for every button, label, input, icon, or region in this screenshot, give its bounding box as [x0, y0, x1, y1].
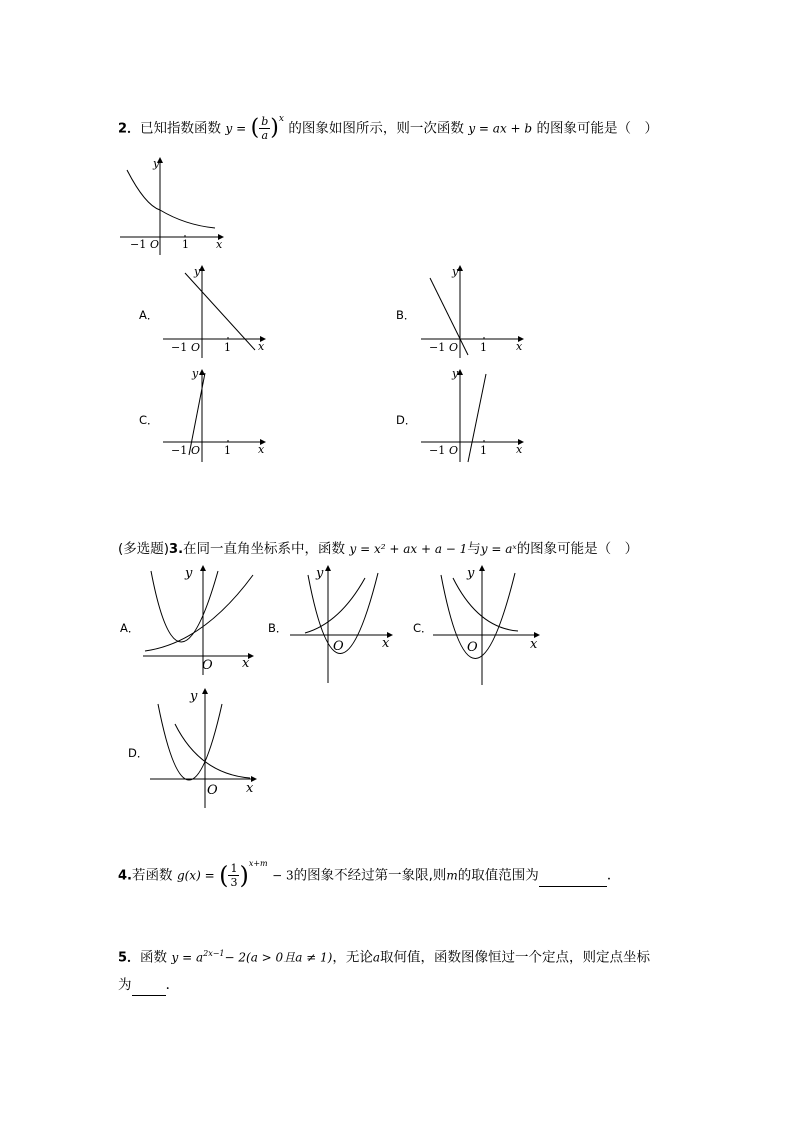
axis-x-label: x — [258, 340, 265, 353]
axis-y-label: y — [192, 367, 199, 380]
question-text: 的取值范围为 — [457, 867, 539, 884]
fraction-b-over-a: $\frac{b}{a}$ — [261, 115, 269, 143]
tick-label-neg1: −1 — [171, 341, 188, 354]
question-number: 5． — [118, 950, 141, 966]
origin-label: O — [207, 783, 218, 798]
period: . — [165, 977, 170, 993]
question-text: ，无论 — [332, 949, 373, 966]
question-text: 若函数 — [131, 867, 173, 884]
exponential-function: y = aˣ — [480, 542, 517, 556]
q3-option-c-graph[interactable] — [433, 563, 548, 685]
question-number: 3. — [169, 542, 184, 557]
question-text: 在同一直角坐标系中，函数 — [183, 541, 346, 557]
q2-option-c-graph[interactable] — [160, 367, 270, 465]
question-5-text-line2 — [118, 975, 170, 996]
quadratic-function: y = x² + ax + a − 1 — [349, 542, 468, 556]
option-c-label[interactable]: C． — [139, 413, 159, 427]
q2-option-d-graph[interactable] — [418, 367, 528, 465]
exponent: x — [278, 114, 284, 124]
axis-x-label: x — [530, 637, 538, 652]
formula-lhs: y = — [225, 121, 247, 136]
axis-y-label: y — [467, 566, 475, 581]
question-number: 4. — [118, 868, 132, 884]
question-text: 函数 — [140, 949, 168, 966]
formula-lhs: g(x) = — [176, 868, 215, 883]
axis-x-label: x — [258, 443, 265, 456]
exponent: x+m — [248, 859, 268, 868]
tick-label-neg1: −1 — [130, 238, 147, 251]
tick-label-1: 1 — [224, 341, 231, 354]
axis-y-label: y — [190, 689, 198, 704]
question-text: 为 — [118, 977, 132, 993]
q3-option-b-graph[interactable] — [290, 563, 400, 683]
axis-y-label: y — [452, 367, 459, 380]
option-a-label[interactable]: A． — [120, 621, 140, 635]
question-text: 与 — [467, 541, 481, 557]
origin-label: O — [449, 444, 459, 457]
option-b-label[interactable]: B． — [396, 308, 416, 322]
origin-label: O — [333, 639, 344, 654]
origin-label: O — [449, 341, 459, 354]
axis-x-label: x — [216, 238, 223, 251]
axis-x-label: x — [516, 443, 523, 456]
question-number: 2． — [118, 121, 141, 137]
tick-label-1: 1 — [480, 444, 487, 457]
q2-exponential-graph — [115, 155, 230, 255]
axis-x-label: x — [242, 656, 250, 671]
tick-label-1: 1 — [480, 341, 487, 354]
origin-label: O — [467, 640, 478, 655]
question-3-text — [118, 539, 638, 560]
axis-x-label: x — [246, 781, 254, 796]
axis-y-label: y — [452, 265, 459, 278]
question-text: 的图象不经过第一象限,则 — [293, 867, 447, 884]
axis-y-label: y — [316, 566, 324, 581]
formula-lhs: y = a — [171, 950, 204, 965]
question-text: 已知指数函数 — [140, 120, 222, 137]
tick-label-neg1: −1 — [171, 444, 188, 457]
option-d-label[interactable]: D． — [128, 746, 149, 760]
multi-choice-tag: (多选题) — [118, 541, 170, 557]
formula-constant: − 3 — [272, 868, 294, 883]
tick-label-1: 1 — [224, 444, 231, 457]
tick-label-neg1: −1 — [429, 444, 446, 457]
q3-option-a-graph[interactable] — [143, 563, 258, 675]
q2-option-a-graph[interactable] — [160, 263, 270, 361]
formula-rest: − 2(a > 0且a ≠ 1) — [224, 950, 333, 965]
option-a-label[interactable]: A． — [139, 308, 159, 322]
question-text: 的图象可能是（ ） — [516, 541, 639, 557]
origin-label: O — [202, 658, 213, 673]
option-b-label[interactable]: B． — [268, 621, 288, 635]
answer-blank[interactable] — [539, 866, 607, 887]
axis-x-label: x — [382, 636, 390, 651]
q3-option-d-graph[interactable] — [150, 686, 265, 808]
variable-a: a — [372, 950, 381, 965]
exponent: 2x−1 — [203, 949, 225, 958]
axis-y-label: y — [153, 157, 160, 170]
answer-blank[interactable] — [132, 975, 166, 996]
option-c-label[interactable]: C． — [413, 621, 433, 635]
question-2-text: 2．已知指数函数 y = ( $\frac{b}{a}$ )$^x$ 的图象如图所示，则一次函数 y = ax + b 的图象可能是（ ） — [118, 114, 659, 143]
question-5-text — [118, 944, 650, 969]
tick-label-1: 1 — [182, 238, 189, 251]
axis-y-label: y — [185, 566, 193, 581]
q2-option-b-graph[interactable] — [418, 263, 528, 361]
question-text: 取何值，函数图像恒过一个定点，则定点坐标 — [380, 949, 651, 966]
origin-label: O — [191, 444, 201, 457]
variable-m: m — [446, 868, 458, 883]
linear-function: y = ax + b — [468, 121, 533, 136]
tick-label-neg1: −1 — [429, 341, 446, 354]
axis-x-label: x — [516, 340, 523, 353]
question-text: 的图象可能是（ ） — [536, 120, 659, 137]
question-text: 的图象如图所示，则一次函数 — [288, 120, 464, 137]
question-4-text: 4.若函数 g(x) = ( $\frac{1}{3}$ )$^{x+m}$ − 3的图象不经过第一象限,则m的取值范围为 . — [118, 859, 612, 890]
period: . — [606, 867, 612, 884]
axis-y-label: y — [194, 265, 201, 278]
origin-label: O — [150, 238, 160, 251]
option-d-label[interactable]: D． — [396, 413, 417, 427]
origin-label: O — [191, 341, 201, 354]
fraction-one-third: $\frac{1}{3}$ — [230, 862, 238, 890]
